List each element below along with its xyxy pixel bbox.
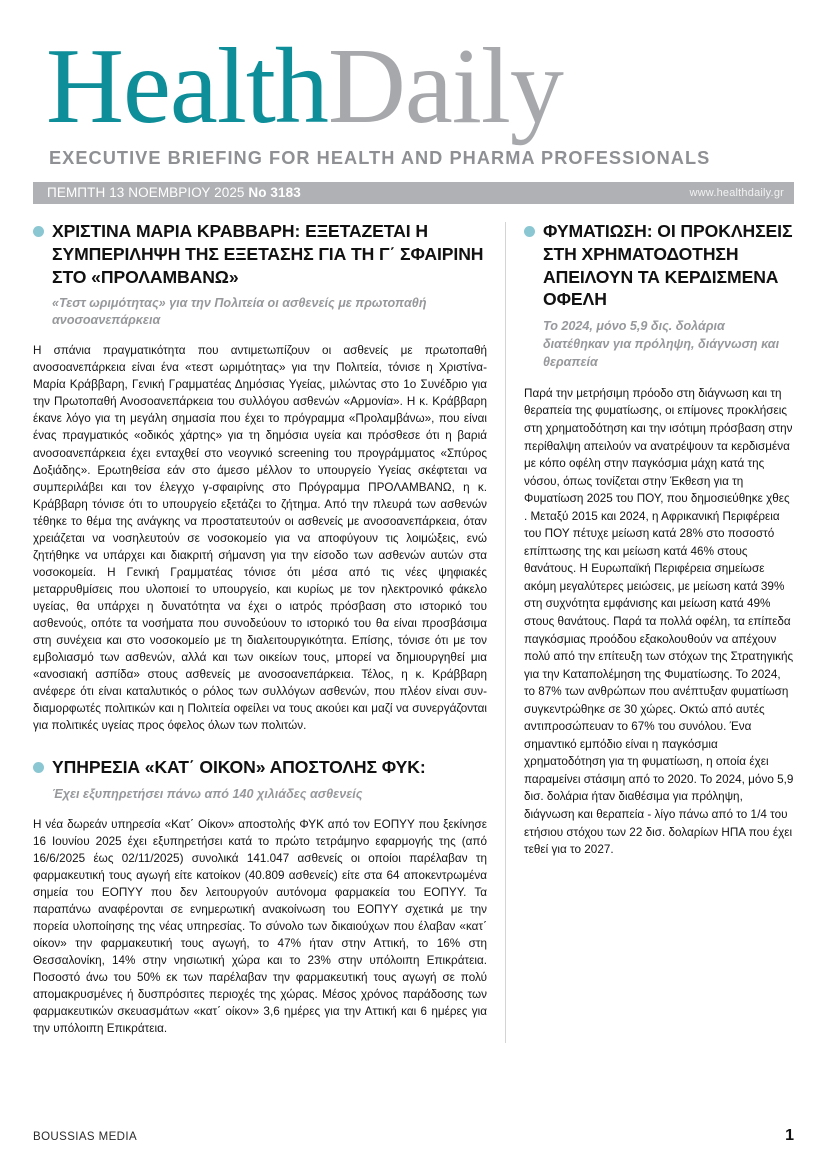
headline-row — [33, 756, 487, 779]
article-kravvari — [33, 220, 487, 734]
headline-row — [33, 220, 487, 289]
article-kicker: «Τεστ ωριμότητας» για την Πολιτεία οι ασθενείς με πρωτοπαθή ανοσοανεπάρκεια — [52, 296, 427, 328]
right-column — [506, 220, 794, 1043]
website-url[interactable]: www.healthdaily.gr — [689, 186, 784, 199]
brand-logo-daily: Daily — [327, 27, 563, 146]
date-bar — [33, 182, 794, 204]
bullet-icon — [524, 226, 535, 237]
page-number: 1 — [785, 1127, 794, 1144]
article-kicker: Το 2024, μόνο 5,9 δις. δολάρια διατέθηκαν για πρόληψη, διάγνωση και θεραπεία — [543, 319, 780, 370]
article-headline[interactable]: ΧΡΙΣΤΙΝΑ ΜΑΡΙΑ ΚΡΑΒΒΑΡΗ: ΕΞΕΤΑΖΕΤΑΙ Η ΣΥΜΠΕΡΙΛΗΨΗ ΤΗΣ ΕΞΕΤΑΣΗΣ ΓΙΑ ΤΗ Γ΄ ΣΦΑΙΡΙΝΗ ΣΤΟ «ΠΡΟΛΑΜΒΑΝΩ» — [52, 220, 484, 287]
issue-number: No 3183 — [248, 185, 301, 201]
bullet-icon — [33, 226, 44, 237]
date-bar-left — [47, 185, 301, 200]
article-body: Η σπάνια πραγματικότητα που αντιμετωπίζουν οι ασθενείς με πρωτοπαθή ανοσοανεπάρκεια είναι ένα «τεστ ωριμότητας» για την Πολιτεία, τόνισε η Χριστίνα-Μαρία Κράββαρη, Γενική Γραμματέας Δημόσιας Υγείας, μιλώντας στο 1ο Συνέδριο για την Πρωτοπαθή Ανοσοανεπάρκεια του συλλόγου ασθενών «Αρμονία». Η κ. Κράββαρη έκανε λόγο για τη μεγάλη σημασία που έχει το πρόγραμμα «Προλαμβάνω», που είναι ένας πραγματικός «οδικός χάρτης» για τη δημόσια υγεία και πρόσθεσε ότι η βαριά ανοσοανεπάρκεια έχει ενταχθεί στο νεογνικό screening του προγράμματος «Σπύρος Δοξιάδης». Ερωτηθείσα εάν στο άμεσο μέλλον το υπουργείο Υγείας σκέφτεται να συμπεριλάβει και τον έλεγχο γ-σφαιρίνης στο Πρόγραμμα ΠΡΟΛΑΜΒΑΝΩ, η κ. Κράββαρη τόνισε ότι το υπουργείο εξετάζει το ζήτημα. Από την πλευρά των ασθενών τέθηκε το θέμα της ανάγκης να προστατευτούν οι ασθενείς με ανοσοανεπάρκεια, όταν χρειάζεται να νοσηλευτούν σε νοσοκομείο για να αποφύγουν τις λοιμώξεις, ενώ ζητήθηκε να υπάρχει και διακριτή σήμανση για την είσοδο των ασθενών αυτών στα νοσοκομεία. Η Γενική Γραμματέας τόνισε ότι μέσα από τις νέες ψηφιακές μεταρρυθμίσεις που υλοποιεί το υπουργείο, και κυρίως με τον ηλεκτρονικό φάκελο υγείας, θα υπάρχει η δυνατότητα να έχει ο ιατρός πρόσβαση στο ιστορικό του ασθενούς, οπότε τα νοσήματα που συνοδεύουν το ιστορικό του θα είναι προσβάσιμα στη συνέχεια και στο νοσοκομείο με τη διαλειτουργικότητα. Επίσης, τόνισε ότι με τον εμβολιασμό των ασθενών, αλλά και των οικείων τους, μπορεί να δημιουργηθεί μια «ανοσιακή ασπίδα» στους ασθενείς με ανοσοανεπάρκεια. Τέλος, η κ. Κράββαρη ανέφερε ότι είναι καταλυτικός ο ρόλος των συλλόγων ασθενών, που πλέον είναι συν-διαμορφωτές πολιτικών και η Πολιτεία οφείλει να τους ακούει και μαζί να συνεργάζονται για πολιτικές υγείας προς όφελος όλων των πολιτών. — [33, 344, 487, 732]
masthead — [0, 0, 827, 169]
article-fymatiosi — [524, 220, 794, 859]
publisher-name: BOUSSIAS MEDIA — [33, 1131, 138, 1143]
left-column — [33, 220, 505, 1043]
article-body: Παρά την μετρήσιμη πρόοδο στη διάγνωση και τη θεραπεία της φυματίωσης, οι επίμονες προκλήσεις στη χρηματοδότηση και την ισότιμη πρόσβαση στην περίθαλψη απειλούν να ανατρέψουν τα κερδισμένα με κόπο οφέλη στην παγκόσμια μάχη κατά της νόσου, όπως τονίζεται στην Έκθεση για τη Φυματίωση 2025 του ΠΟΥ, που δημοσιεύθηκε χθες . Μεταξύ 2015 και 2024, η Αφρικανική Περιφέρεια του ΠΟΥ πέτυχε μείωση κατά 28% στο ποσοστό επίπτωσης της και μείωση κατά 46% στους θανάτους. Η Ευρωπαϊκή Περιφέρεια σημείωσε ακόμη μεγαλύτερες μειώσεις, με μείωση κατά 39% στη συχνότητα εμφάνισης και μείωση κατά 49% στους θανάτους. Παρά τα πολλά οφέλη, τα επίπεδα παγκόσμιας προόδου εξακολουθούν να απέχουν πολύ από την επίτευξη των στόχων της Στρατηγικής για την Καταπολέμηση της Φυματίωσης. Το 2024, το 87% των ανθρώπων που ανέπτυξαν φυματίωση συγκεντρώθηκε σε 30 χώρες. Οκτώ από αυτές αντιπροσώπευαν το 67% του συνόλου. Ένα σημαντικό εμπόδιο είναι η παγκόσμια χρηματοδότηση για τη φυματίωση, η οποία έχει παραμείνει στάσιμη από το 2020. Το 2024, μόνο 5,9 δισ. δολάρια ήταν διαθέσιμα για πρόληψη, διάγνωση και θεραπεία - λίγο πάνω από το 1/4 του ετήσιου στόχου των 22 δισ. δολαρίων ΗΠΑ που έχει τεθεί για το 2027. — [524, 386, 794, 857]
bullet-icon — [33, 762, 44, 773]
issue-date: ΠΕΜΠΤΗ 13 ΝΟΕΜΒΡΙΟΥ 2025 — [47, 185, 245, 201]
headline-row — [524, 220, 794, 311]
article-kicker: Έχει εξυπηρετήσει πάνω από 140 χιλιάδες ασθενείς — [52, 786, 363, 801]
content-columns — [33, 220, 794, 1043]
page-footer — [33, 1127, 794, 1145]
brand-logo-health: Health — [46, 27, 328, 146]
article-headline[interactable]: ΥΠΗΡΕΣΙΑ «ΚΑΤ΄ ΟΙΚΟΝ» ΑΠΟΣΤΟΛΗΣ ΦΥΚ: — [52, 756, 426, 777]
brand-logo — [46, 27, 781, 146]
article-body: Η νέα δωρεάν υπηρεσία «Κατ΄ Οίκον» αποστολής ΦΥΚ από τον ΕΟΠΥΥ που ξεκίνησε 16 Ιουνίου 2025 έχει εξυπηρετήσει κατά το πρώτο τετράμηνο εφαρμογής της (από 16/6/2025 έως 02/11/2025) συνολικά 141.047 ασθενείς οι οποίοι παρέλαβαν τη φαρμακευτική τους αγωγή είτε κατοίκον (40.809 ασθενείς) είτε στα 64 αποκεντρωμένα σημεία του ΕΟΠΥΥ που δεν λειτουργούν αυτόνομα φαρμακεία του ΕΟΠΥΥ. Τα παραπάνω αναφέρονται σε ενημερωτική ανακοίνωση του ΕΟΠΥΥ σχετικά με την πορεία υλοποίησης της νέας υπηρεσίας. Το σύνολο των δικαιούχων που έλαβαν «κατ΄ οίκον» την φαρμακευτική τους αγωγή, το 47% ήταν στην Αττική, το 16% στη Θεσσαλονίκη, 14% στην νησιωτική χώρα και το 23% στην υπόλοιπη Επικράτεια. Ποσοστό άνω του 50% εκ των παρέλαβαν την φαρμακευτική τους αγωγή σε πολύ απομακρυσμένες ή δυσπρόσιτες περιοχές της χώρας. Μέσος χρόνος παράδοσης των φαρμακευτικών σκευασμάτων «κατ΄ οίκον» 3,6 ημέρες για την Αττική και 6 ημέρες για την υπόλοιπη Επικράτεια. — [33, 817, 487, 1035]
article-headline[interactable]: ΦΥΜΑΤΙΩΣΗ: ΟΙ ΠΡΟΚΛΗΣΕΙΣ ΣΤΗ ΧΡΗΜΑΤΟΔΟΤΗΣΗ ΑΠΕΙΛΟΥΝ ΤΑ ΚΕΡΔΙΣΜΕΝΑ ΟΦΕΛΗ — [543, 220, 793, 310]
masthead-tagline: EXECUTIVE BRIEFING FOR HEALTH AND PHARMA PROFESSIONALS — [49, 147, 711, 168]
article-kat-oikon — [33, 756, 487, 1037]
